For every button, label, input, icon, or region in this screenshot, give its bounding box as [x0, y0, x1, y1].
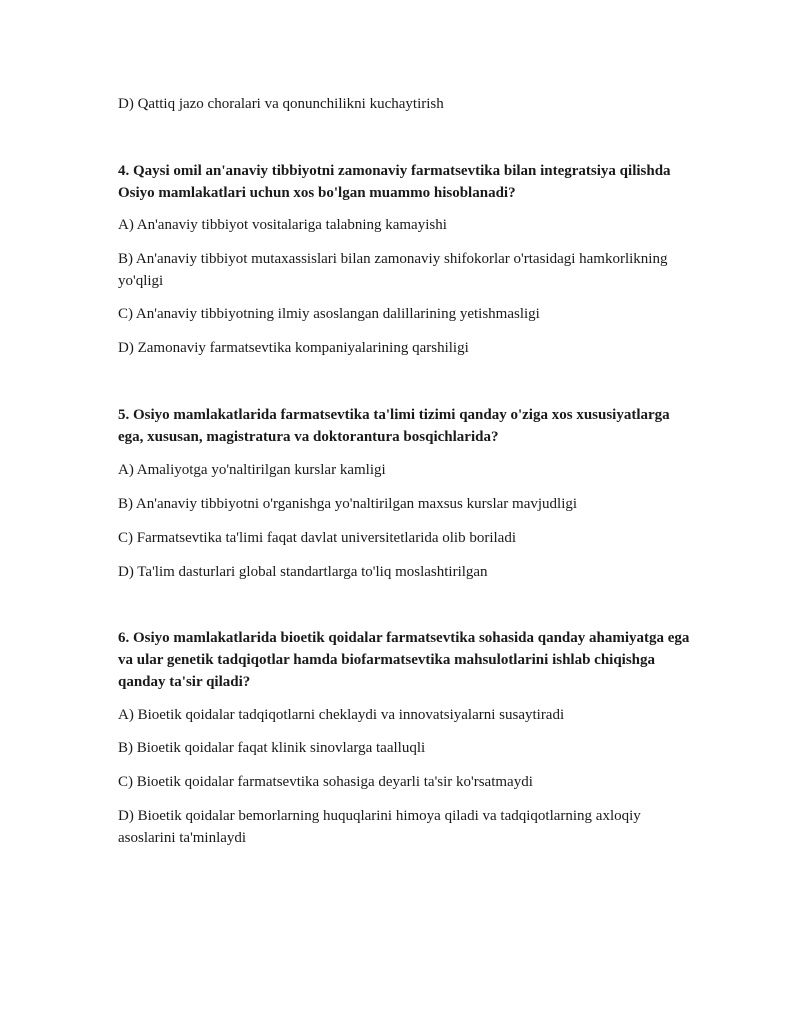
- question-5-option-d: D) Ta'lim dasturlari global standartlarga to'liq moslashtirilgan: [118, 564, 488, 580]
- question-4-option-a: A) An'anaviy tibbiyot vositalariga talabning kamayishi: [118, 217, 447, 233]
- question-6-option-b: B) Bioetik qoidalar faqat klinik sinovlarga taalluqli: [118, 740, 426, 756]
- question-6-option-c: C) Bioetik qoidalar farmatsevtika sohasiga deyarli ta'sir ko'rsatmaydi: [118, 774, 533, 790]
- lead-option-d: D) Qattiq jazo choralari va qonunchilikni kuchaytirish: [118, 96, 444, 112]
- question-5-option-a: A) Amaliyotga yo'naltirilgan kurslar kamligi: [118, 462, 386, 478]
- question-6: 6. Osiyo mamlakatlarida bioetik qoidalar farmatsevtika sohasida qanday ahamiyatga ega va ular genetik tadqiqotlar hamda biofarmatsevtika mahsulotlarini ishlab chiqishga qanday ta'sir qiladi?: [118, 630, 690, 690]
- question-5: 5. Osiyo mamlakatlarida farmatsevtika ta'limi tizimi qanday o'ziga xos xususiyatlarga ega, xususan, magistratura va doktorantura bosqichlarida?: [118, 407, 670, 445]
- question-4-option-b: B) An'anaviy tibbiyot mutaxassislari bilan zamonaviy shifokorlar o'rtasidagi hamkorlikning yo'qligi: [118, 251, 668, 289]
- question-5-option-b: B) An'anaviy tibbiyotni o'rganishga yo'naltirilgan maxsus kurslar mavjudligi: [118, 496, 578, 512]
- question-4-option-d: D) Zamonaviy farmatsevtika kompaniyalarining qarshiligi: [118, 340, 469, 356]
- question-5-option-c: C) Farmatsevtika ta'limi faqat davlat universitetlarida olib boriladi: [118, 530, 517, 546]
- question-4: 4. Qaysi omil an'anaviy tibbiyotni zamonaviy farmatsevtika bilan integratsiya qilishda Osiyo mamlakatlari uchun xos bo'lgan muammo hisoblanadi?: [118, 163, 671, 201]
- question-6-option-d: D) Bioetik qoidalar bemorlarning huquqlarini himoya qiladi va tadqiqotlarning axloqiy asoslarini ta'minlaydi: [118, 808, 641, 846]
- question-6-option-a: A) Bioetik qoidalar tadqiqotlarni cheklaydi va innovatsiyalarni susaytiradi: [118, 707, 565, 723]
- question-4-option-c: C) An'anaviy tibbiyotning ilmiy asoslangan dalillarining yetishmasligi: [118, 306, 540, 322]
